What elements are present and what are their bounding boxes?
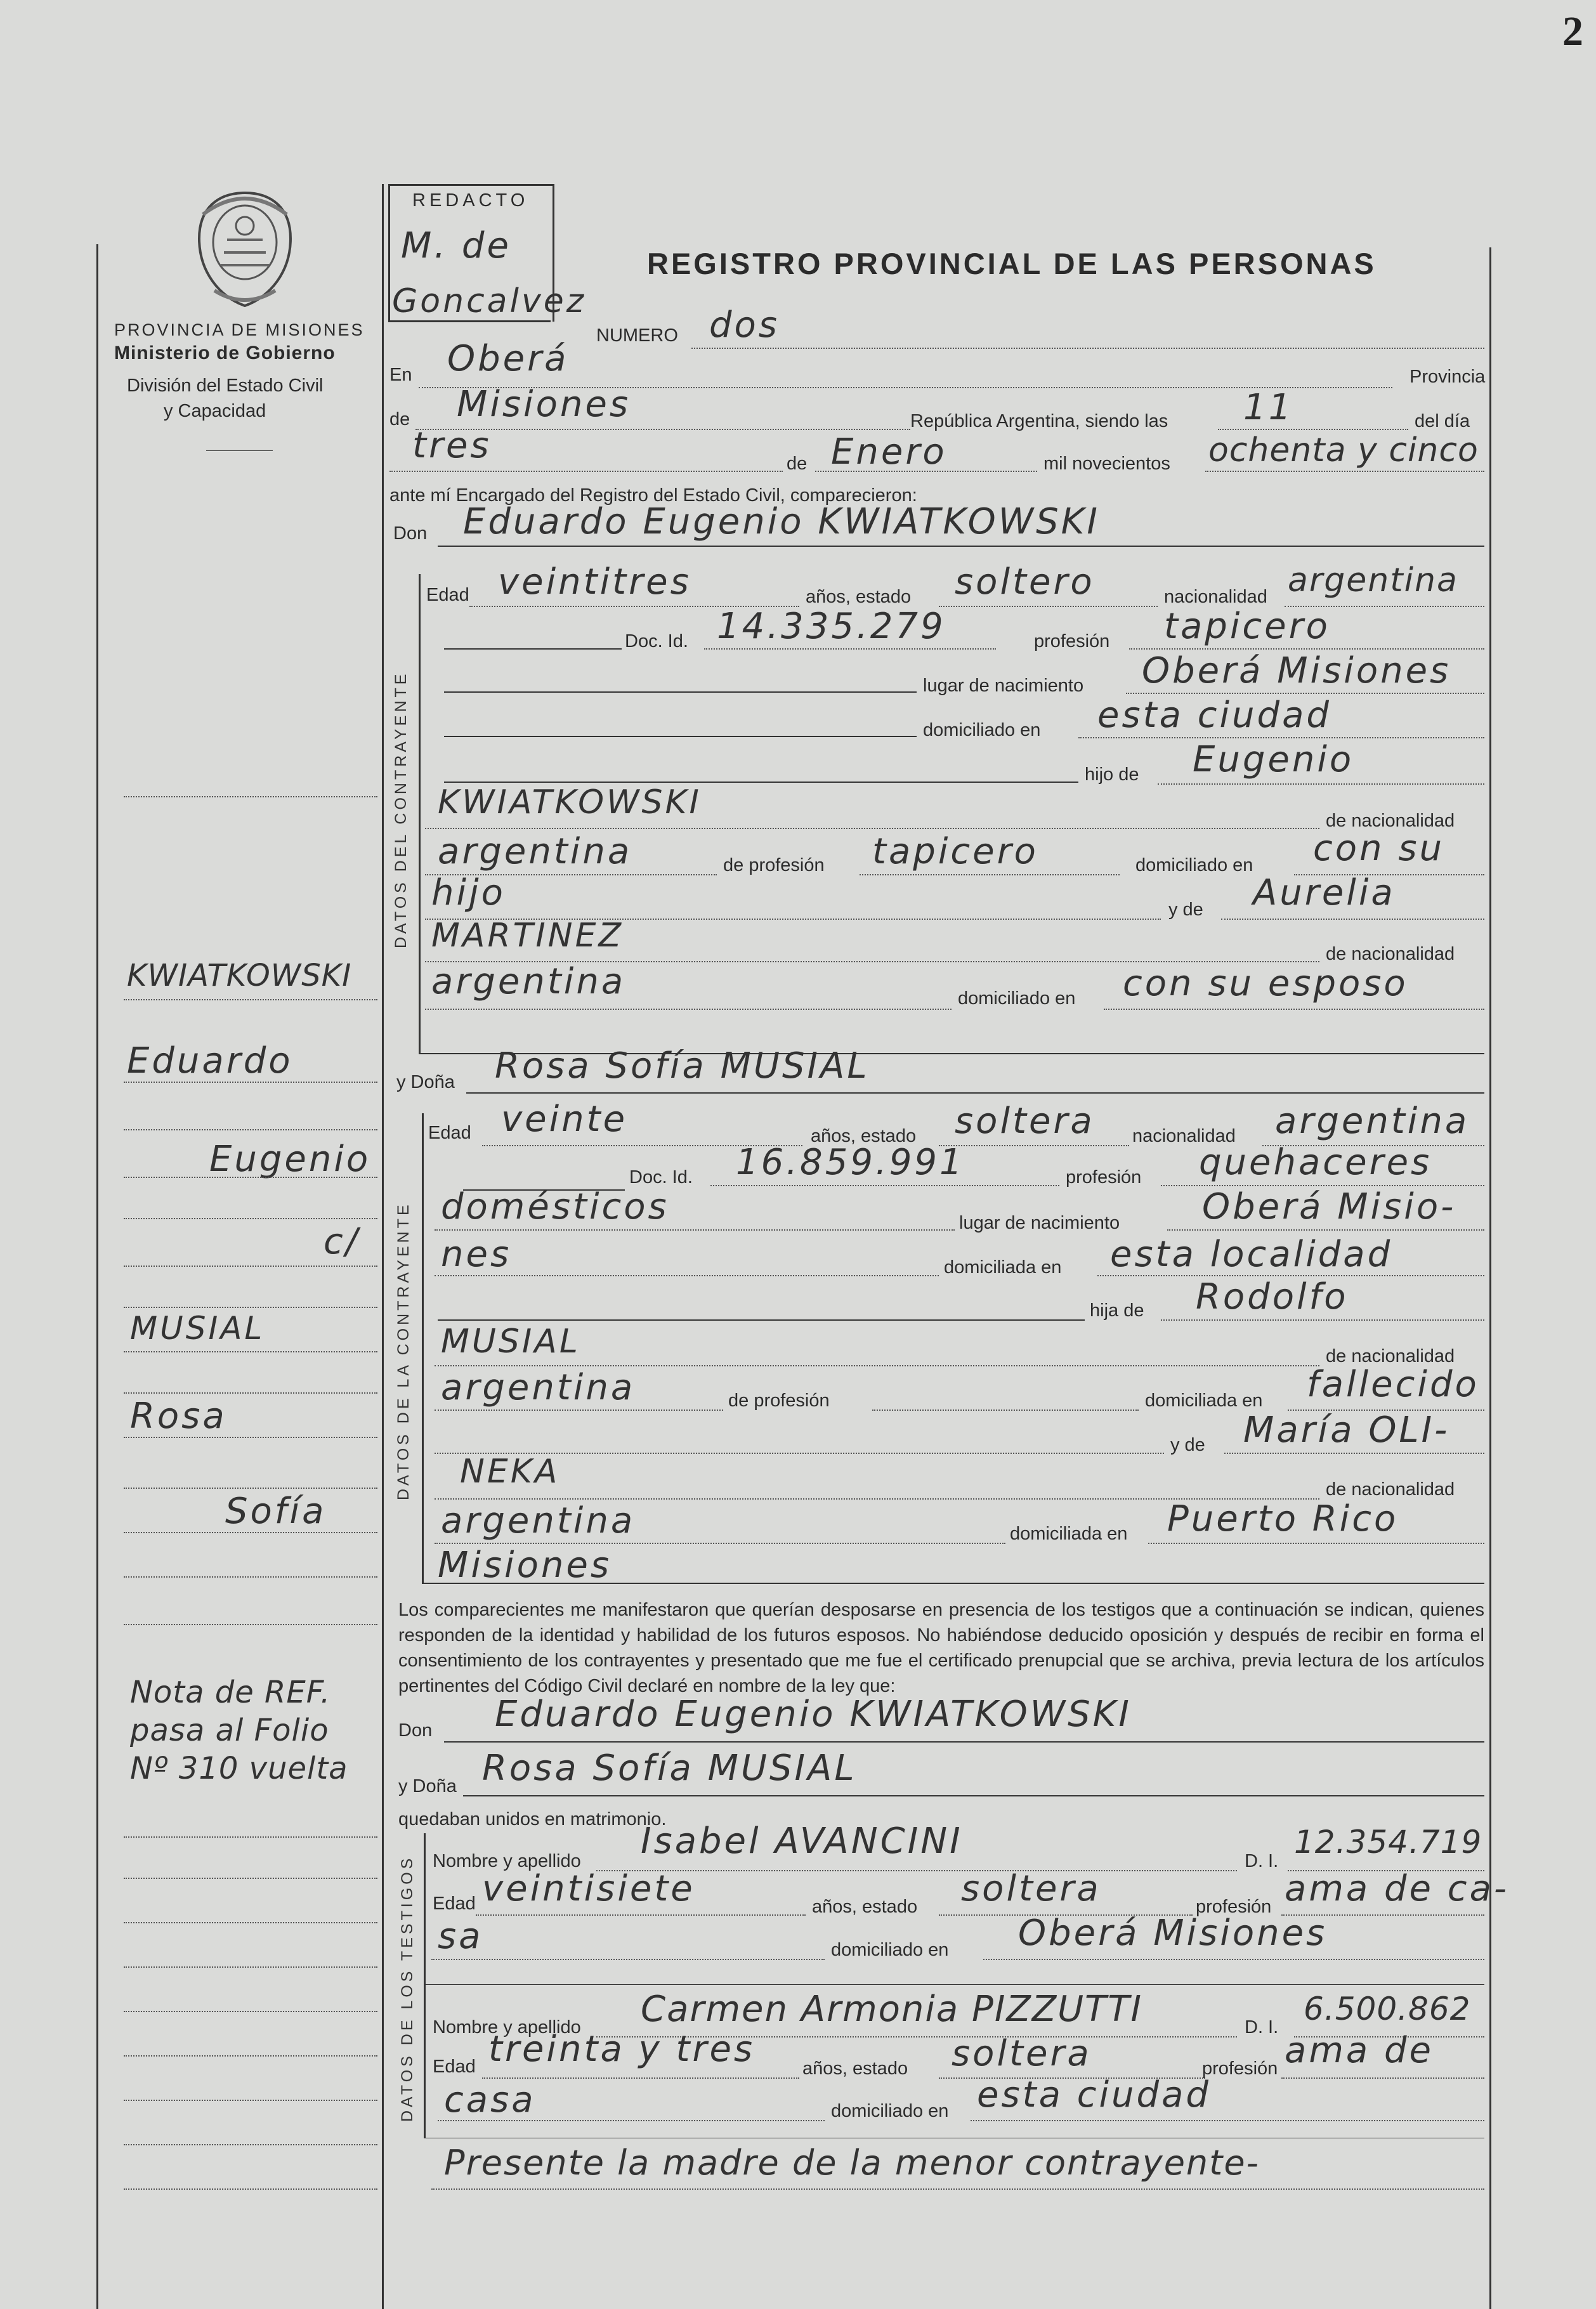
- bride-estado: soltera: [955, 1101, 1095, 1142]
- statement-groom: Eduardo Eugenio KWIATKOWSKI: [495, 1694, 1132, 1735]
- w2-prof: ama de: [1285, 2030, 1434, 2071]
- w1-anos-label: años, estado: [812, 1897, 918, 1917]
- groom-father-nac-label: de nacionalidad: [1326, 811, 1455, 831]
- mil-label: mil novecientos: [1043, 454, 1170, 474]
- w1-edad-label: Edad: [433, 1894, 476, 1914]
- w1-prof: ama de ca-: [1285, 1868, 1510, 1909]
- w2-estado: soltera: [952, 2033, 1092, 2074]
- page-number: 2: [1562, 8, 1583, 55]
- groom-doc: 14.335.279: [717, 606, 946, 647]
- bride-father-nac: argentina: [441, 1367, 636, 1408]
- groom-father-first: Eugenio: [1193, 739, 1354, 780]
- groom-prof-label: profesión: [1034, 631, 1110, 651]
- groom-mother-nac-label: de nacionalidad: [1326, 944, 1455, 964]
- groom-father-dom: con su: [1313, 828, 1445, 869]
- bride-father-dom-label: domiciliada en: [1145, 1390, 1263, 1411]
- groom-lugar: Oberá Misiones: [1142, 650, 1451, 691]
- bride-doc: 16.859.991: [736, 1142, 965, 1183]
- provincia-label: Provincia: [1410, 367, 1486, 387]
- w2-anos-label: años, estado: [802, 2058, 908, 2079]
- bride-mother-last: NEKA: [460, 1453, 560, 1491]
- bride-doc-label: Doc. Id.: [629, 1167, 693, 1187]
- groom-edad: veintitres: [498, 561, 691, 603]
- numero-value: dos: [709, 304, 780, 346]
- w2-edad-label: Edad: [433, 2057, 476, 2077]
- bride-mother-dom-label: domiciliada en: [1010, 1524, 1128, 1544]
- form-left-border: [382, 184, 384, 2309]
- don-label: Don: [393, 523, 428, 544]
- bride-mother-first: María OLI-: [1243, 1410, 1450, 1451]
- bride-anos-label: años, estado: [811, 1126, 917, 1146]
- margin-bride-first: Rosa: [130, 1396, 227, 1437]
- bride-profesion-2: domésticos: [441, 1186, 669, 1227]
- groom-mother-dom-label: domiciliado en: [958, 988, 1076, 1009]
- en-label: En: [389, 365, 412, 385]
- groom-doc-label: Doc. Id.: [625, 631, 688, 651]
- w1-prof-label: profesión: [1196, 1897, 1272, 1917]
- bride-hija-label: hija de: [1090, 1300, 1144, 1321]
- month-value: Enero: [831, 431, 947, 473]
- bride-father-dom: fallecido: [1307, 1364, 1479, 1405]
- margin-bride-second: Sofía: [225, 1491, 327, 1532]
- w1-estado: soltera: [961, 1868, 1101, 1909]
- de-mes-label: de: [787, 454, 808, 474]
- groom-father-last: KWIATKOWSKI: [438, 783, 702, 821]
- year-value: ochenta y cinco: [1208, 431, 1479, 469]
- bride-mother-dom: Puerto Rico: [1167, 1498, 1399, 1540]
- bride-nacionalidad: argentina: [1275, 1101, 1470, 1142]
- groom-nacionalidad: argentina: [1288, 561, 1458, 599]
- division-line-2: y Capacidad: [164, 401, 266, 421]
- left-margin-border: [96, 244, 98, 2309]
- w2-name: Carmen Armonia PIZZUTTI: [641, 1989, 1142, 2030]
- statement-don-label: Don: [398, 1720, 433, 1741]
- de-label: de: [389, 409, 410, 429]
- w2-dom: esta ciudad: [977, 2074, 1211, 2116]
- groom-father-prof: tapicero: [872, 831, 1038, 872]
- numero-label: NUMERO: [596, 325, 678, 346]
- groom-y-de-label: y de: [1168, 899, 1203, 920]
- groom-lugar-label: lugar de nacimiento: [923, 676, 1084, 696]
- bride-father-first: Rodolfo: [1196, 1276, 1349, 1318]
- bride-mother-nac-label: de nacionalidad: [1326, 1479, 1455, 1500]
- margin-first: Eduardo: [127, 1040, 293, 1082]
- redacto-label: REDACTO: [412, 190, 529, 211]
- hour-value: 11: [1243, 387, 1294, 428]
- groom-anos-label: años, estado: [806, 587, 912, 607]
- margin-note-3: Nº 310 vuelta: [130, 1751, 348, 1786]
- groom-father-prof-label: de profesión: [723, 855, 825, 875]
- form-right-border: [1489, 247, 1491, 2309]
- groom-mother-last: MARTINEZ: [431, 917, 624, 955]
- bride-nac-label: nacionalidad: [1132, 1126, 1236, 1146]
- margin-bride-surname: MUSIAL: [130, 1310, 265, 1347]
- bride-father-nac-label: de nacionalidad: [1326, 1346, 1455, 1366]
- ministry-header: Ministerio de Gobierno: [114, 343, 336, 363]
- w1-nombre-label: Nombre y apellido: [433, 1851, 581, 1871]
- statement-bride: Rosa Sofía MUSIAL: [482, 1748, 857, 1789]
- bride-prof-label: profesión: [1066, 1167, 1142, 1187]
- margin-surname: KWIATKOWSKI: [127, 958, 352, 993]
- del-dia-label: del día: [1415, 411, 1470, 431]
- day-value: tres: [412, 425, 492, 466]
- bride-name: Rosa Sofía MUSIAL: [495, 1045, 870, 1087]
- bride-lugar: Oberá Misio-: [1202, 1186, 1456, 1227]
- dona-label: y Doña: [396, 1072, 455, 1092]
- groom-mother-dom: con su esposo: [1123, 963, 1408, 1004]
- w1-edad: veintisiete: [482, 1868, 695, 1909]
- w2-di-label: D. I.: [1245, 2017, 1279, 2038]
- groom-domicilio: esta ciudad: [1097, 695, 1331, 736]
- margin-second: Eugenio: [209, 1139, 371, 1180]
- w2-prof-label: profesión: [1202, 2058, 1278, 2079]
- statement-text: Los comparecientes me manifestaron que querían desposarse en presencia de los testigos que a continuación se indican, quienes responden de la identidad y habilidad de los futuros esposos. No habiéndose deducido oposición y después de recibir en forma el consentimiento de los contrayentes y presentado que me fue el certificado prenupcial que se archiva, previa lectura de los artículos pertinentes del Código Civil declaré en nombre de la ley que:: [398, 1600, 1484, 1696]
- w2-dom-label: domiciliado en: [831, 2101, 949, 2121]
- groom-father-dom-2: hijo: [431, 872, 506, 913]
- groom-mother-nac: argentina: [431, 961, 626, 1002]
- w1-di-label: D. I.: [1245, 1851, 1279, 1871]
- bride-section-label: DATOS DE LA CONTRAYENTE: [395, 1201, 412, 1500]
- republica-label: República Argentina, siendo las: [910, 411, 1168, 431]
- margin-note-2: pasa al Folio: [130, 1713, 329, 1748]
- groom-dom-label: domiciliado en: [923, 720, 1041, 740]
- groom-estado: soltero: [955, 561, 1095, 603]
- bride-mother-nac: argentina: [441, 1500, 636, 1541]
- w2-prof-2: casa: [444, 2079, 536, 2121]
- groom-hijo-label: hijo de: [1085, 764, 1139, 785]
- groom-nac-label: nacionalidad: [1164, 587, 1267, 607]
- coat-of-arms-seal: [189, 189, 301, 310]
- groom-section-label: DATOS DEL CONTRAYENTE: [392, 670, 410, 948]
- w2-nombre-label: Nombre y apellido: [433, 2017, 581, 2038]
- redacto-value-2: Goncalvez: [392, 282, 587, 320]
- margin-conj: c/: [324, 1221, 360, 1262]
- witnesses-section-label: DATOS DE LOS TESTIGOS: [398, 1855, 416, 2122]
- groom-edad-label: Edad: [426, 585, 469, 605]
- witness-note: Presente la madre de la menor contrayente-: [444, 2143, 1260, 2183]
- margin-note-1: Nota de REF.: [130, 1675, 331, 1710]
- bride-mother-dom-2: Misiones: [438, 1545, 612, 1586]
- bride-lugar-label: lugar de nacimiento: [959, 1213, 1120, 1233]
- document-title: REGISTRO PROVINCIAL DE LAS PERSONAS: [647, 247, 1377, 280]
- division-line-1: División del Estado Civil: [127, 376, 324, 396]
- groom-father-nac: argentina: [438, 831, 632, 872]
- province-header: PROVINCIA DE MISIONES: [114, 320, 365, 339]
- w1-dom: Oberá Misiones: [1018, 1913, 1328, 1954]
- bride-dom-label: domiciliada en: [944, 1257, 1062, 1278]
- ante-mi-text: ante mí Encargado del Registro del Estado Civil, comparecieron:: [389, 485, 917, 506]
- bride-lugar-2: nes: [441, 1234, 512, 1275]
- groom-name: Eduardo Eugenio KWIATKOWSKI: [463, 501, 1100, 542]
- bride-profesion: quehaceres: [1199, 1142, 1432, 1183]
- province-value: Misiones: [457, 384, 631, 425]
- bride-edad: veinte: [501, 1099, 628, 1140]
- redacto-value: M. de: [401, 225, 511, 266]
- bride-y-de-label: y de: [1170, 1435, 1205, 1455]
- bride-father-last: MUSIAL: [441, 1323, 580, 1361]
- w1-dom-label: domiciliado en: [831, 1940, 949, 1960]
- w2-edad: treinta y tres: [488, 2029, 755, 2070]
- w1-name: Isabel AVANCINI: [641, 1821, 963, 1862]
- bride-edad-label: Edad: [428, 1123, 471, 1143]
- groom-mother-first: Aurelia: [1253, 872, 1396, 913]
- w1-di: 12.354.719: [1294, 1824, 1482, 1861]
- city-value: Oberá: [447, 338, 569, 379]
- bride-domicilio: esta localidad: [1110, 1234, 1393, 1275]
- groom-father-dom-label: domiciliado en: [1135, 855, 1253, 875]
- w1-prof-2: sa: [438, 1916, 483, 1957]
- bride-father-prof-label: de profesión: [728, 1390, 830, 1411]
- w2-di: 6.500.862: [1304, 1991, 1471, 2027]
- quedaban-text: quedaban unidos en matrimonio.: [398, 1809, 667, 1829]
- statement-dona-label: y Doña: [398, 1776, 457, 1796]
- groom-profesion: tapicero: [1164, 606, 1330, 647]
